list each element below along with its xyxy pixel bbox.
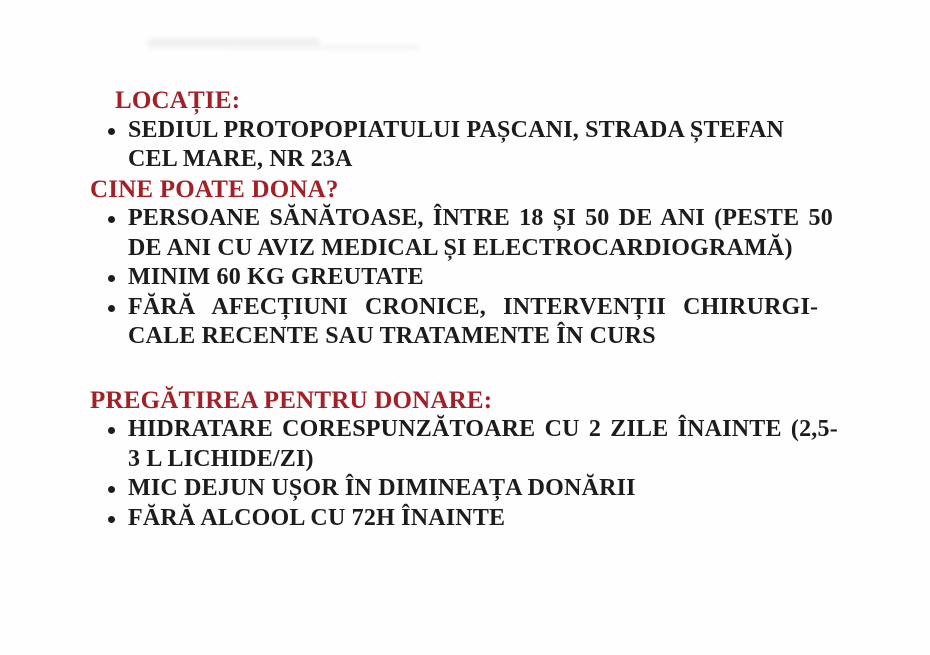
list-item xyxy=(90,474,880,504)
section-heading-locatie: LOCAȚIE: xyxy=(115,87,241,114)
list-item-text xyxy=(128,263,880,293)
bullet-icon xyxy=(108,128,115,135)
text-line: MINIM 60 KG GREUTATE xyxy=(128,264,424,290)
list-item xyxy=(90,204,880,263)
text-line: PERSOANE SĂNĂTOASE, ÎNTRE 18 ȘI 50 DE ANI (PESTE 50 xyxy=(128,205,833,231)
list-item-text xyxy=(128,293,880,352)
list-item xyxy=(90,263,880,293)
bullet-icon xyxy=(108,486,115,493)
list-item xyxy=(90,293,880,352)
bullet-icon xyxy=(108,275,115,282)
bullet-icon xyxy=(108,305,115,312)
cropped-text-artifact-faint xyxy=(230,45,420,50)
text-line: MIC DEJUN UȘOR ÎN DIMINEAȚA DONĂRII xyxy=(128,475,636,501)
section-pregatirea xyxy=(90,386,880,534)
text-line: CALE RECENTE SAU TRATAMENTE ÎN CURS xyxy=(128,323,656,349)
bullet-icon xyxy=(108,216,115,223)
bullet-icon xyxy=(108,427,115,434)
section-locatie xyxy=(90,86,880,175)
document-content xyxy=(90,86,880,533)
section-cine-poate-dona xyxy=(90,175,880,352)
text-line: 3 L LICHIDE/ZI) xyxy=(128,445,314,472)
text-line: HIDRATARE CORESPUNZĂTOARE CU 2 ZILE ÎNAINTE (2,5- xyxy=(128,416,838,442)
text-line: FĂRĂ AFECȚIUNI CRONICE, INTERVENȚII CHIRURGI- xyxy=(128,293,819,320)
section-heading-cine-poate-dona: CINE POATE DONA? xyxy=(90,175,339,203)
text-line: DE ANI CU AVIZ MEDICAL ȘI ELECTROCARDIOGRAMĂ) xyxy=(128,234,793,261)
section-heading-pregatirea: PREGĂTIREA PENTRU DONARE: xyxy=(90,386,493,414)
list-item-text xyxy=(128,204,880,263)
list-item xyxy=(90,415,880,474)
list-item xyxy=(90,116,880,175)
text-line: SEDIUL PROTOPOPIATULUI PAȘCANI, STRADA ȘTEFAN xyxy=(128,116,785,143)
list-item-text xyxy=(128,504,880,534)
list-item-text xyxy=(128,415,880,474)
list-item-text xyxy=(128,474,880,504)
text-line: CEL MARE, NR 23A xyxy=(128,146,353,172)
list-item xyxy=(90,504,880,534)
bullet-icon xyxy=(108,516,115,523)
text-line: FĂRĂ ALCOOL CU 72H ÎNAINTE xyxy=(128,504,506,531)
list-item-text xyxy=(128,116,880,175)
